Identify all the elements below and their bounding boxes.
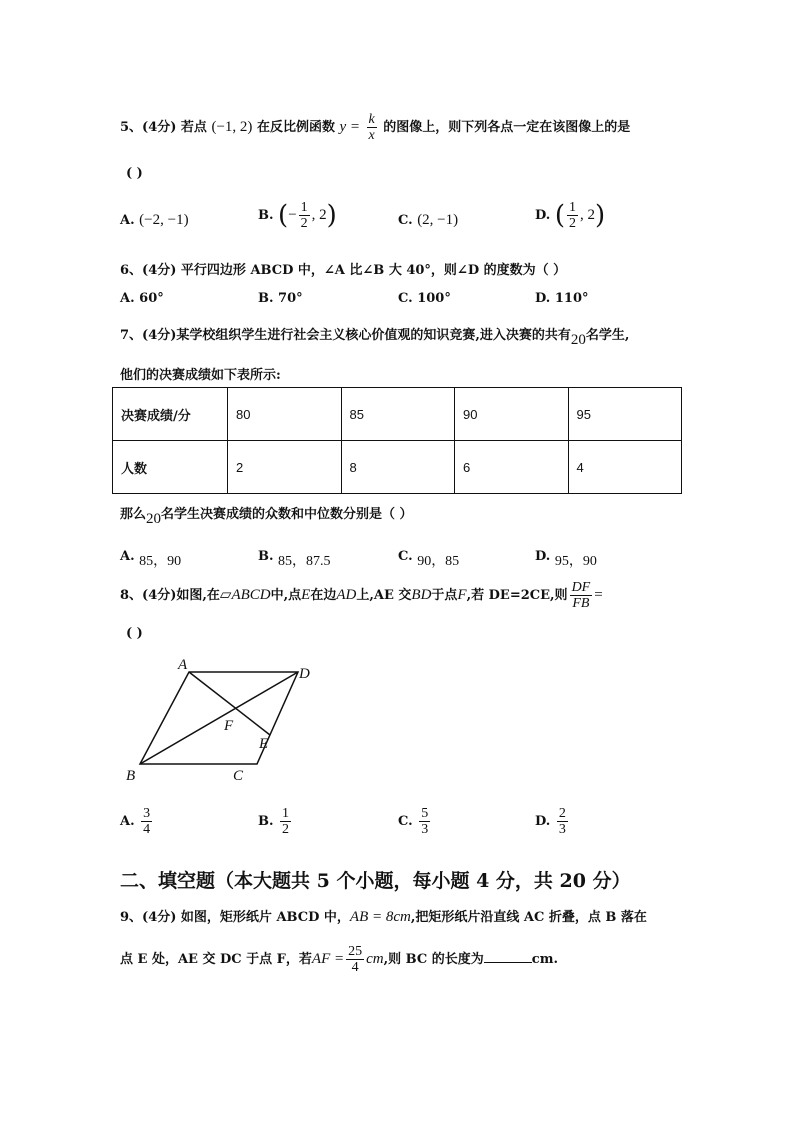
section-title: 二、填空题（本大题共 5 个小题，每小题 4 分，共 20 分） <box>120 870 631 892</box>
table-row <box>113 441 682 494</box>
q8-option-a[interactable] <box>120 806 154 837</box>
q7-line3-b: 名学生决赛成绩的众数和中位数分别是（ ） <box>161 507 413 522</box>
option-value: 85，90 <box>139 554 182 569</box>
open-paren: ( <box>278 200 289 231</box>
fraction-num: 1 <box>300 200 308 215</box>
q7-line1 <box>120 324 630 348</box>
q8-ratio-fraction <box>570 580 593 611</box>
q9-line1-b: ,把矩形纸片沿直线 AC 折叠，点 B 落在 <box>410 910 647 925</box>
option-letter: B. <box>258 549 274 564</box>
q8-text-d: 上,AE 交 <box>356 588 412 603</box>
option-fraction <box>299 200 310 231</box>
q5-prefix: 5、(4分) 若点 <box>120 120 207 135</box>
answer-blank[interactable] <box>484 950 532 963</box>
option-value: 70° <box>278 291 303 306</box>
option-value: 95，90 <box>554 554 597 569</box>
option-fraction <box>141 806 152 837</box>
label-a: A <box>178 657 188 673</box>
option-letter: A. <box>120 291 135 306</box>
option-value: 90，85 <box>417 554 460 569</box>
q7-line3-num: 20 <box>146 511 162 527</box>
fraction-den: 2 <box>282 822 290 837</box>
option-value: 60° <box>139 291 164 306</box>
fraction-den: FB <box>572 596 590 611</box>
q8-line1 <box>120 580 603 611</box>
option-letter: D. <box>535 549 551 564</box>
q6-option-d[interactable] <box>535 291 589 306</box>
table-row <box>113 388 682 441</box>
fraction-den: 3 <box>558 822 566 837</box>
option-letter: A. <box>120 549 135 564</box>
option-letter: C. <box>398 549 413 564</box>
q8-e: E <box>301 587 311 603</box>
q7-line3 <box>120 503 413 527</box>
q8-option-b[interactable] <box>258 806 293 837</box>
label-e: E <box>259 736 269 752</box>
q5-func-den: x <box>368 128 375 143</box>
table-cell: 6 <box>455 441 569 494</box>
q5-option-a[interactable] <box>120 212 189 229</box>
q7-option-b[interactable] <box>258 545 331 569</box>
q8-text-a: 8、(4分)如图,在 <box>120 588 220 603</box>
q8-text-f: ,若 DE=2CE,则 <box>466 588 568 603</box>
q9-line1-a: 9、(4分) 如图，矩形纸片 ABCD 中， <box>120 910 350 925</box>
option-fraction <box>567 200 578 231</box>
q8-text-e: 于点 <box>431 588 458 603</box>
q8-option-c[interactable] <box>398 806 432 837</box>
option-letter: B. <box>258 291 274 306</box>
option-letter: D. <box>535 291 551 306</box>
close-paren: ) <box>326 200 337 231</box>
q5-point: (−1, 2) <box>211 119 253 135</box>
fraction-num: DF <box>571 580 591 595</box>
q7-line1-a: 7、(4分)某学校组织学生进行社会主义核心价值观的知识竞赛,进入决赛的共有 <box>120 328 571 343</box>
q5-mid: 在反比例函数 <box>256 120 335 135</box>
table-cell: 8 <box>341 441 455 494</box>
fraction-den: 3 <box>421 822 429 837</box>
q8-ad: AD <box>336 587 357 603</box>
q9-line2-a: 点 E 处，AE 交 DC 于点 F，若 <box>120 952 312 967</box>
option-fraction <box>280 806 291 837</box>
q7-line3-a: 那么 <box>120 507 147 522</box>
q5-paren: ( ) <box>126 166 143 181</box>
q5-func-fraction <box>367 112 377 143</box>
q7-line1-num: 20 <box>570 332 586 348</box>
q9-line2-c: cm. <box>531 952 558 967</box>
q8-eq: = <box>594 587 603 603</box>
q9-af-fraction <box>346 944 364 975</box>
q9-ab: AB = 8cm <box>349 909 411 925</box>
option-letter: D. <box>535 814 551 829</box>
option-value: (−2, −1) <box>139 212 189 228</box>
fraction-num: 2 <box>558 806 566 821</box>
option-letter: C. <box>398 213 413 228</box>
option-letter: C. <box>398 291 413 306</box>
fraction-den: 4 <box>143 822 151 837</box>
table-cell: 90 <box>455 388 569 441</box>
q5-option-c[interactable] <box>398 212 458 229</box>
option-fraction <box>557 806 568 837</box>
option-value: 100° <box>417 291 451 306</box>
q8-option-d[interactable] <box>535 806 570 837</box>
option-tail: , 2 <box>580 207 596 223</box>
q6-option-a[interactable] <box>120 291 164 306</box>
table-cell: 人数 <box>113 441 228 494</box>
option-letter: D. <box>535 208 551 223</box>
q9-af-unit: cm <box>366 951 384 967</box>
option-letter: A. <box>120 814 135 829</box>
option-tail: , 2 <box>311 207 327 223</box>
q8-f: F <box>457 587 467 603</box>
option-value: (2, −1) <box>417 212 459 228</box>
fraction-num: 1 <box>282 806 290 821</box>
q7-option-a[interactable] <box>120 545 182 569</box>
q7-line2: 他们的决赛成绩如下表所示: <box>120 368 281 383</box>
close-paren: ) <box>595 200 606 231</box>
fraction-num: 3 <box>143 806 151 821</box>
option-letter: B. <box>258 814 274 829</box>
q8-shape: ▱ABCD <box>219 587 271 603</box>
q6-option-b[interactable] <box>258 291 303 306</box>
q5-option-b[interactable] <box>258 200 337 231</box>
q8-text-c: 在边 <box>310 588 337 603</box>
table-cell: 85 <box>341 388 455 441</box>
table-cell: 决赛成绩/分 <box>113 388 228 441</box>
q8-paren: ( ) <box>126 626 143 641</box>
open-paren: ( <box>554 200 566 231</box>
table-cell: 4 <box>568 441 682 494</box>
q8-text-b: 中,点 <box>270 588 302 603</box>
q9-line1 <box>120 906 647 926</box>
fraction-den: 4 <box>351 960 359 975</box>
fraction-num: 1 <box>569 200 577 215</box>
q8-bd: BD <box>411 587 432 603</box>
q7-option-d[interactable] <box>535 545 597 569</box>
q9-af: AF = <box>311 951 345 967</box>
fraction-num: 25 <box>348 944 363 959</box>
option-letter: B. <box>258 208 274 223</box>
q7-line1-b: 名学生, <box>585 328 630 343</box>
fraction-den: 2 <box>300 216 308 231</box>
q6-option-c[interactable] <box>398 291 451 306</box>
option-letter: C. <box>398 814 413 829</box>
q7-option-c[interactable] <box>398 545 460 569</box>
label-d: D <box>299 666 310 682</box>
score-table <box>112 387 682 494</box>
label-b: B <box>126 768 136 784</box>
option-value: 85，87.5 <box>278 554 331 569</box>
option-letter: A. <box>120 213 135 228</box>
option-value: 110° <box>554 291 589 306</box>
fraction-den: 2 <box>569 216 577 231</box>
option-fraction <box>419 806 430 837</box>
table-cell: 80 <box>228 388 342 441</box>
q5-suffix: 的图像上，则下列各点一定在该图像上的是 <box>383 120 631 135</box>
q5-func-num: k <box>368 112 375 127</box>
parallelogram-figure <box>118 655 328 790</box>
table-cell: 2 <box>228 441 342 494</box>
label-c: C <box>233 768 244 784</box>
q9-line2-b: ,则 BC 的长度为 <box>383 952 484 967</box>
fraction-num: 5 <box>421 806 429 821</box>
q5-option-d[interactable] <box>535 200 605 231</box>
option-sign: − <box>288 207 297 223</box>
q5-func-y: y = <box>339 119 361 135</box>
q9-line2 <box>120 944 558 975</box>
q6-text: 6、(4分) 平行四边形 ABCD 中，∠A 比∠B 大 40°，则∠D 的度数为（ ） <box>120 263 567 278</box>
label-f: F <box>224 718 234 734</box>
table-cell: 95 <box>568 388 682 441</box>
q5-line <box>120 112 630 143</box>
